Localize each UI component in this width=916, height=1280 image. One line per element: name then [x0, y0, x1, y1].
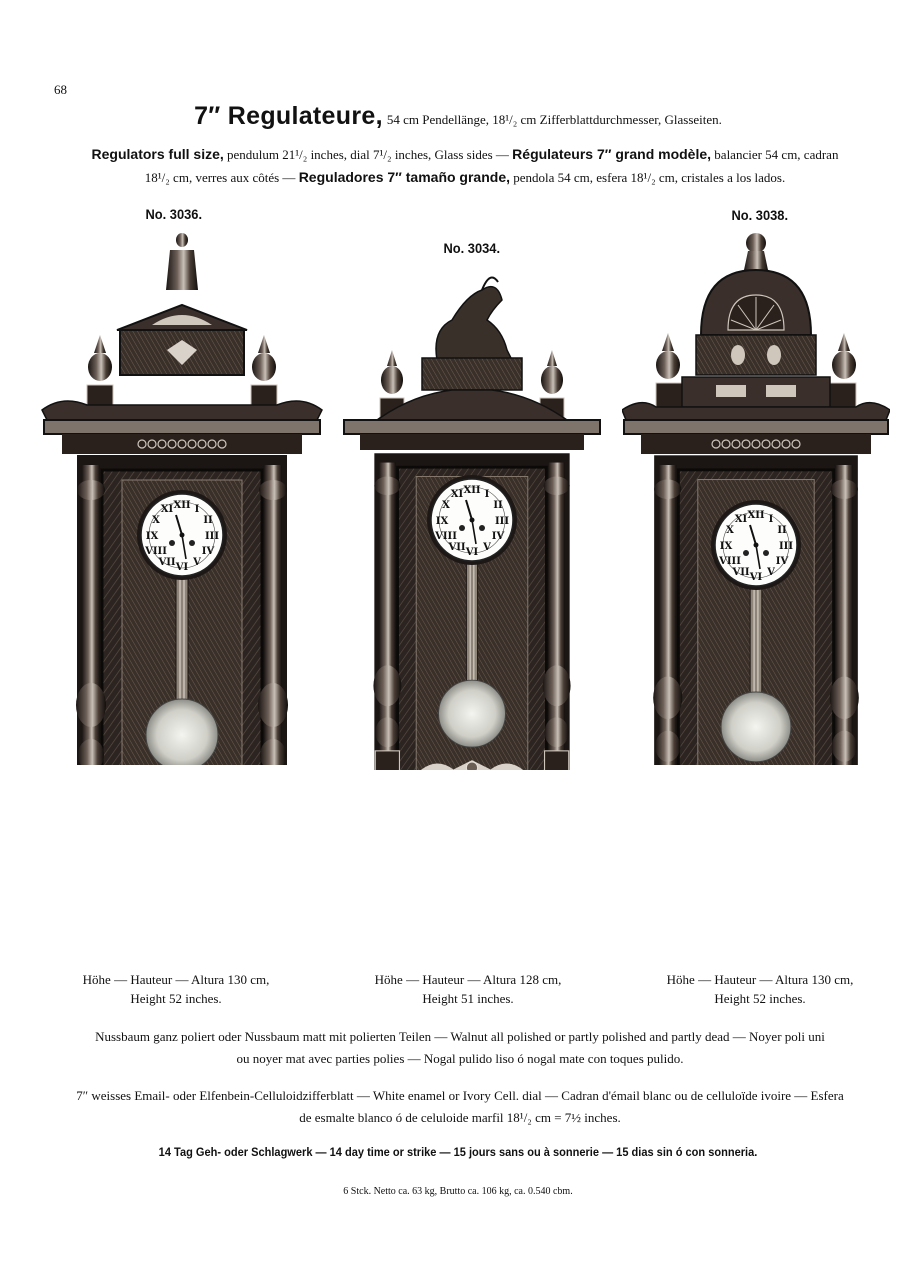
clock-dial-3036 [137, 490, 227, 580]
page-title [0, 102, 916, 131]
intro-es-text: pendola 54 cm, esfera 18¹/₂ cm, cristales a los lados. [513, 170, 786, 185]
title-main: 7″ Regulateure, [194, 102, 383, 130]
clock-illustration-3038 [622, 230, 890, 765]
movement-line: 14 Tag Geh- oder Schlagwerk — 14 day time or strike — 15 jours sans ou à sonnerie — 15 dias sin ó con sonneria. [158, 1145, 758, 1159]
model-number-3038: No. 3038. [731, 207, 789, 223]
caption-3034-line1: Höhe — Hauteur — Altura 128 cm, [374, 972, 562, 987]
material-line2: ou noyer mat avec parties polies — Nogal pulido liso ó nogal mate con toques pulido. [236, 1051, 684, 1066]
intro-paragraph [80, 143, 850, 189]
intro-en-bold: Regulators full size, [91, 146, 224, 162]
caption-3038-line2: Height 52 inches. [714, 991, 806, 1006]
model-number-3034: No. 3034. [443, 240, 501, 256]
clock-illustration-3036 [40, 230, 325, 765]
intro-es-bold: Reguladores 7″ tamaño grande, [298, 169, 510, 185]
clock-illustration-3034 [340, 265, 605, 770]
dial-line1: 7″ weisses Email- oder Elfenbein-Celluloidzifferblatt — White enamel or Ivory Cell. dial — Cadran d'émail blanc ou de celluloïde ivoire — Esfera [76, 1088, 844, 1103]
clock-dial-3038 [711, 500, 801, 590]
caption-3036 [56, 970, 296, 1008]
intro-fr-text: balancier 54 cm, cadran 18¹/₂ cm, verres aux côtés — [144, 147, 839, 185]
caption-3034 [348, 970, 588, 1008]
caption-3036-line2: Height 52 inches. [130, 991, 222, 1006]
material-line1: Nussbaum ganz poliert oder Nussbaum matt mit polierten Teilen — Walnut all polished or partly polished and partly dead — Noyer poli uni [95, 1029, 825, 1044]
clock-dial-3034 [427, 475, 517, 565]
dial-line2: de esmalte blanco ó de celuloide marfil 18¹/₂ cm = 7½ inches. [299, 1110, 621, 1125]
title-sub: 54 cm Pendellänge, 18¹/₂ cm Zifferblattdurchmesser, Glasseiten. [386, 112, 722, 127]
caption-3038-line1: Höhe — Hauteur — Altura 130 cm, [666, 972, 854, 987]
caption-3038 [640, 970, 880, 1008]
intro-fr-bold: Régulateurs 7″ grand modèle, [512, 146, 712, 162]
page-number: 68 [54, 82, 67, 97]
model-number-3036: No. 3036. [145, 206, 203, 222]
material-paragraph [50, 1026, 870, 1070]
dial-paragraph [40, 1085, 880, 1129]
intro-en-text: pendulum 21¹/₂ inches, dial 7¹/₂ inches, Glass sides — [227, 147, 509, 162]
caption-3034-line2: Height 51 inches. [422, 991, 514, 1006]
packing-note: 6 Stck. Netto ca. 63 kg, Brutto ca. 106 kg, ca. 0.540 cbm. [343, 1186, 573, 1197]
caption-3036-line1: Höhe — Hauteur — Altura 130 cm, [82, 972, 270, 987]
